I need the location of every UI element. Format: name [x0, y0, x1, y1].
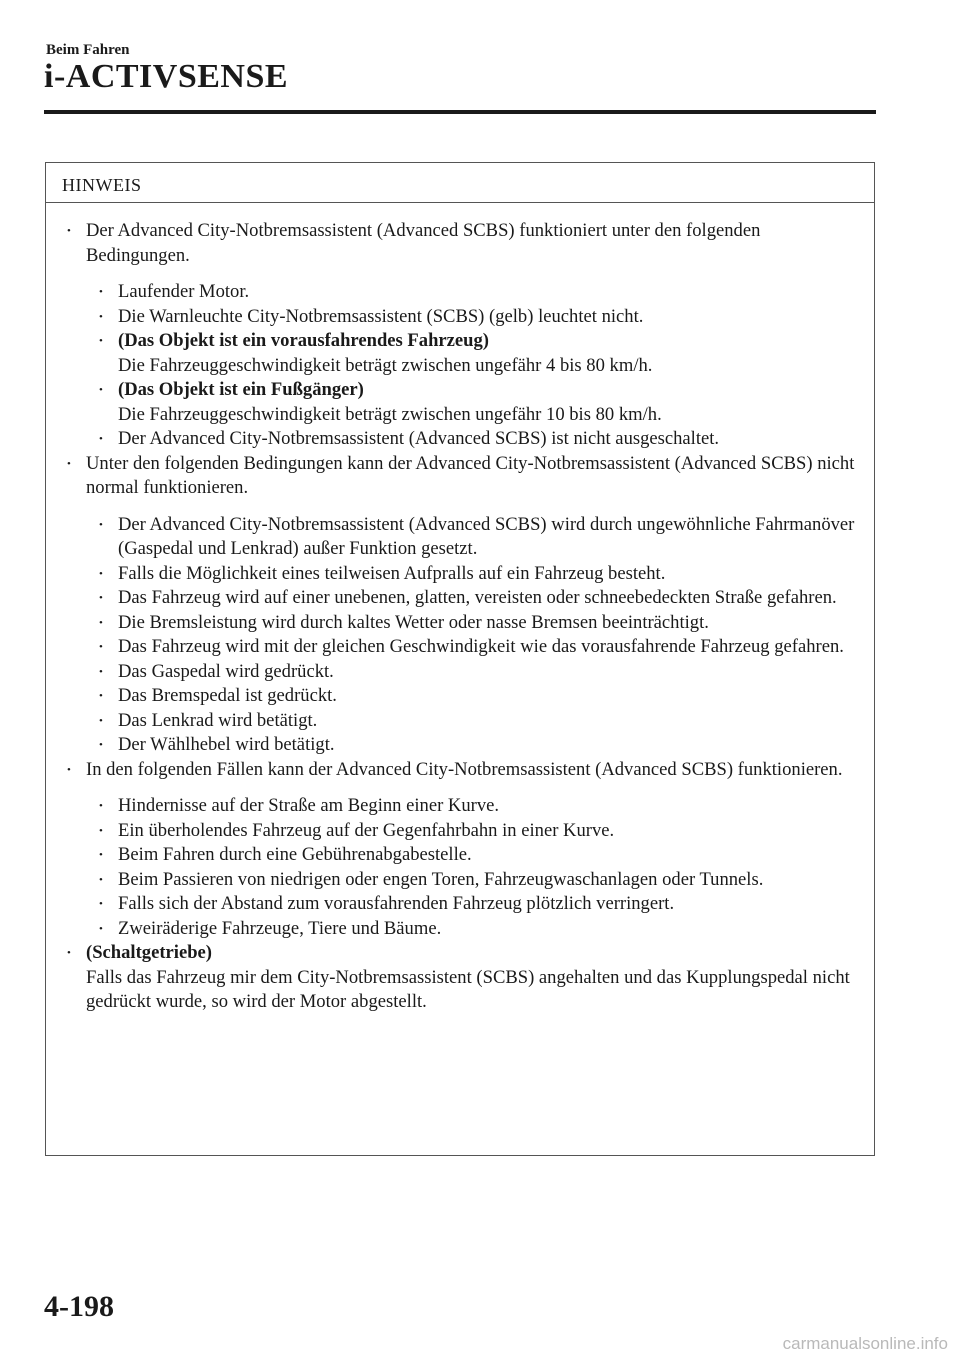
list-item: • Der Advanced City-Notbremsassistent (Advanced SCBS) funktioniert unter den folgenden Bedingungen. [60, 219, 860, 268]
list-item: • Die Warnleuchte City-Notbremsassistent (SCBS) (gelb) leuchtet nicht. [60, 305, 860, 330]
list-item: • Beim Passieren von niedrigen oder engen Toren, Fahrzeugwaschanlagen oder Tunnels. [60, 868, 860, 893]
item-text: Die Fahrzeuggeschwindigkeit beträgt zwischen ungefähr 4 bis 80 km/h. [118, 354, 653, 376]
section-label: Beim Fahren [46, 42, 130, 58]
item-title: • (Schaltgetriebe) [86, 942, 212, 963]
list-item: • Der Advanced City-Notbremsassistent (Advanced SCBS) wird durch ungewöhnliche Fahrmanöver (Gaspedal und Lenkrad) außer Funktion gesetzt. [60, 513, 860, 562]
note-box [45, 162, 875, 1156]
list-item [60, 941, 860, 1015]
list-item: • Das Bremspedal ist gedrückt. [60, 684, 860, 709]
list-item: • Der Advanced City-Notbremsassistent (Advanced SCBS) ist nicht ausgeschaltet. [60, 427, 860, 452]
list-item: • Zweiräderige Fahrzeuge, Tiere und Bäume. [60, 917, 860, 942]
note-heading: HINWEIS [46, 163, 874, 203]
chapter-title: i-ACTIVSENSE [44, 58, 289, 95]
item-title: • (Das Objekt ist ein vorausfahrendes Fahrzeug) [118, 330, 490, 351]
list-item: • Das Gaspedal wird gedrückt. [60, 660, 860, 685]
list-item: • Beim Fahren durch eine Gebührenabgabestelle. [60, 843, 860, 868]
list-item: • Ein überholendes Fahrzeug auf der Gegenfahrbahn in einer Kurve. [60, 819, 860, 844]
watermark: carmanualsonline.info [782, 1334, 948, 1353]
list-item [60, 329, 860, 378]
list-item: • Das Fahrzeug wird auf einer unebenen, glatten, vereisten oder schneebedeckten Straße gefahren. [60, 586, 860, 611]
list-item: • Laufender Motor. [60, 280, 860, 305]
list-item: • Der Wählhebel wird betätigt. [60, 733, 860, 758]
page-number: 4-198 [44, 1290, 114, 1323]
list-item: • Falls sich der Abstand zum vorausfahrenden Fahrzeug plötzlich verringert. [60, 892, 860, 917]
list-item: • In den folgenden Fällen kann der Advanced City-Notbremsassistent (Advanced SCBS) funktionieren. [60, 758, 860, 783]
note-body [46, 203, 874, 1015]
list-item: • Hindernisse auf der Straße am Beginn einer Kurve. [60, 794, 860, 819]
item-text: Die Fahrzeuggeschwindigkeit beträgt zwischen ungefähr 10 bis 80 km/h. [118, 403, 662, 425]
list-item: • Das Fahrzeug wird mit der gleichen Geschwindigkeit wie das vorausfahrende Fahrzeug gefahren. [60, 635, 860, 660]
item-title: • (Das Objekt ist ein Fußgänger) [118, 379, 364, 400]
list-item: • Das Lenkrad wird betätigt. [60, 709, 860, 734]
item-text: Falls das Fahrzeug mir dem City-Notbremsassistent (SCBS) angehalten und das Kupplungspedal nicht gedrückt wurde, so wird der Motor abgestellt. [86, 966, 850, 1012]
list-item: • Die Bremsleistung wird durch kaltes Wetter oder nasse Bremsen beeinträchtigt. [60, 611, 860, 636]
list-item: • Unter den folgenden Bedingungen kann der Advanced City-Notbremsassistent (Advanced SCBS) nicht normal funktionieren. [60, 452, 860, 501]
list-item [60, 378, 860, 427]
title-rule [44, 110, 876, 114]
list-item: • Falls die Möglichkeit eines teilweisen Aufpralls auf ein Fahrzeug besteht. [60, 562, 860, 587]
